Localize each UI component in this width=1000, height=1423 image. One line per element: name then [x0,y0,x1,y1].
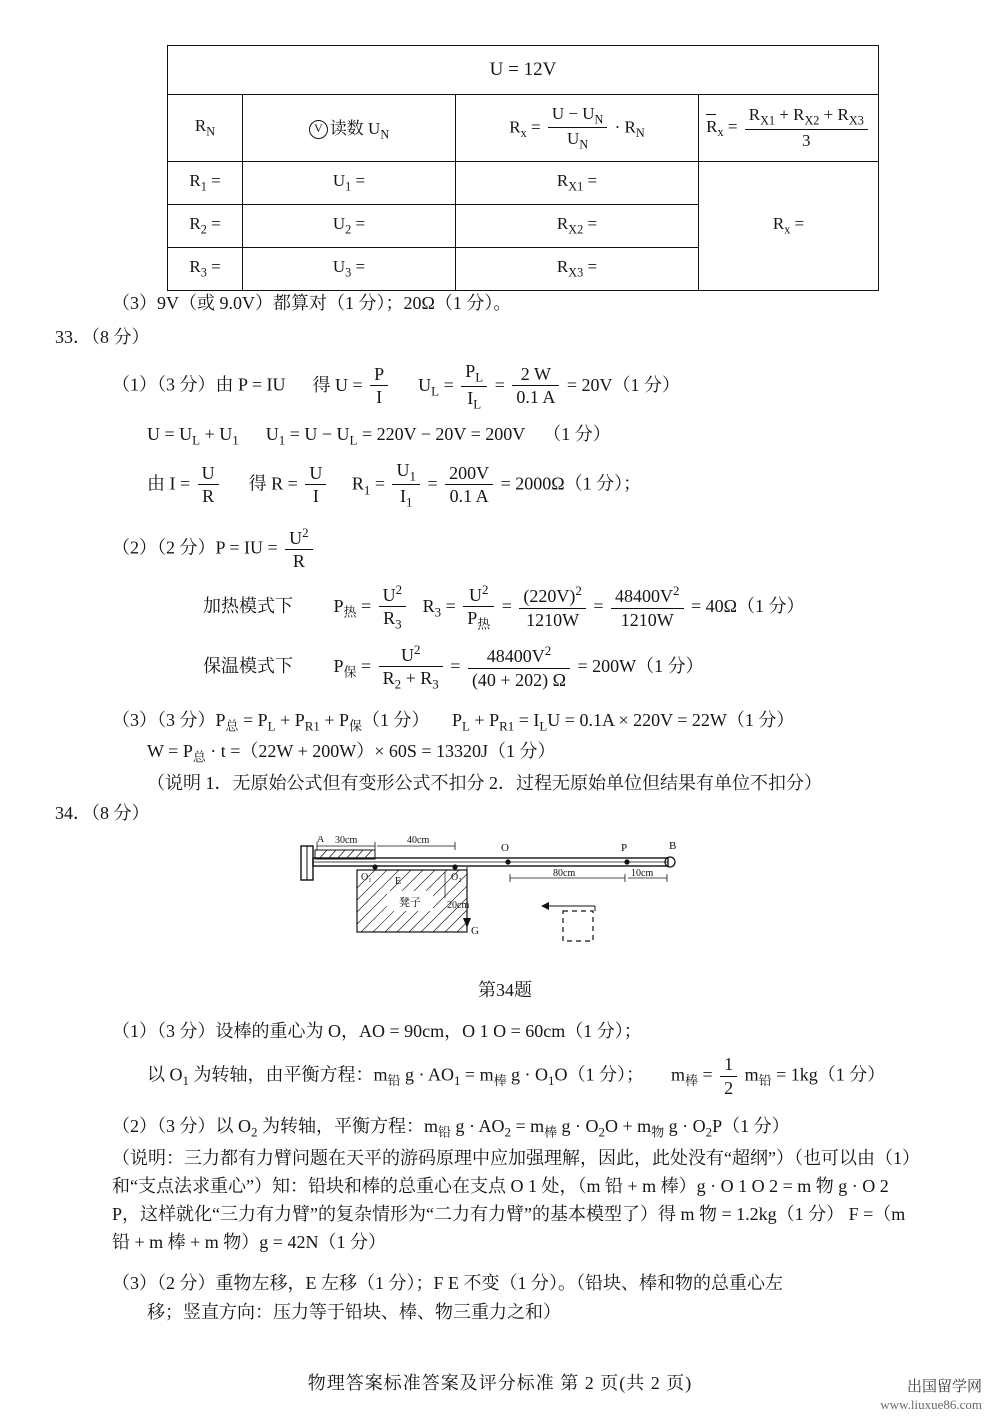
q34-part3-line2: 移；竖直方向：压力等于铅块、棒、物三重力之和） [147,1302,561,1323]
cell-rx3: $R_{X3}$ = [456,248,699,291]
svg-text:40cm: 40cm [407,835,430,846]
lever-diagram [295,836,715,971]
q33-part2-heat: 加热模式下 $P_热$ = $\frac{U^2}{R_3}$ $R_3$ = $\frac{U^2}{P_热}$ = $\frac{(220V)^2}{1210W}$ = $\frac{48400V^2}{1210W}$ = 40Ω（1 分） [203,581,805,632]
answer-body [55,290,955,1329]
q33-part1-lead: （1）（3 分）由 P = IU [112,374,286,395]
q33-part1-line1 [55,360,955,413]
cell-r2: $R_2$ = [168,205,243,248]
figure-caption: 第34题 [478,979,532,1000]
q34-part2-line1: （2）（3 分）以 $O_2$ 为转轴，平衡方程：$m_铅$ $g \cdot AO_2 = m_棒$ $g \cdot O_2O + m_物$ $g \cdot O_2P(1$ 分） [112,1116,790,1140]
q34-part1-line1: （1）（3 分）设棒的重心为 O，AO = 90cm，O 1 O = 60cm（1 分）； [112,1020,642,1041]
q33-part2-keepwarm: 保温模式下 $P_保$ = $\frac{U^2}{R_2 + R_3}$ = $\frac{48400V^2}{(40 + 202) \Omega}$ = 200W（1 分） [203,641,704,692]
lever-diagram-svg [295,836,715,971]
table-row [168,46,879,95]
svg-text:G: G [471,924,479,937]
svg-text:凳子: 凳子 [399,896,421,909]
q33-part3-note: （说明 1．无原始公式但有变形公式不扣分 2．过程无原始单位但结果有单位不扣分） [147,772,822,793]
q33-part3-line1: （3）（3 分）$P_总 = P_L + P_{R1} + P_保(1$ 分） $P_L + P_{R1} = I_LU = 0.1A \times 220V = 22W(1$ 分） [112,709,795,734]
question-34-title: 34．（8 分） [55,802,150,823]
q33-part2-lead: （2）（2 分）P = IU = $\frac{U^2}{R}$ [55,525,955,574]
cell-r1: $R_1$ = [168,162,243,205]
svg-text:A: A [317,835,325,845]
svg-text:80cm: 80cm [553,867,576,879]
svg-text:E: E [395,875,402,887]
cell-r3: $R_3$ = [168,248,243,291]
table-row [168,162,879,205]
q34-part1-line2: 以 $O_1$ 为转轴，由平衡方程：$m_铅$ $g \cdot AO_1 = m_棒$ $g \cdot O_1O(1$ 分）； $m_棒$ = $\frac{1}{2}$ $m_铅 = 1kg(1$ 分） [147,1054,886,1098]
col-rxavg-header: $R_x$ = $\frac{R_{X1} + R_{X2} + R_{X3}}{3}$ [699,95,879,162]
voltmeter-icon: V [309,120,328,139]
svg-text:O: O [501,841,509,854]
svg-text:B: B [669,839,677,852]
q33-part1-b: $U_L$ = $\frac{P_L}{I_L}$ = $\frac{2 W}{0.1 A}$ = 20V（1 分） [418,360,681,412]
watermark [880,1378,982,1413]
question-33-title: 33．（8 分） [55,326,150,347]
cell-u3: $U_3$ = [243,248,456,291]
svg-text:20cm: 20cm [447,899,470,911]
svg-text:P: P [621,841,628,854]
experiment-table [167,45,879,291]
q33-part1-line3: 由 I = $\frac{U}{R}$ 得 R = $\frac{U}{I}$ $R_1$ = $\frac{U_1}{I_1}$ = $\frac{200V}{0.1 A}$ = 2000Ω（1 分）； [147,459,642,511]
watermark-url: www.liuxue86.com [880,1396,982,1412]
cell-u1: $U_1$ = [243,162,456,205]
col-rx-header: $R_x$ = $\frac{U - U_N}{U_N}$ · $R_N$ [456,95,699,162]
q34-part2-note: （说明：三力都有力臂问题在天平的游码原理中应加强理解，因此，此处没有“超纲”）（也可以由（1）和“支点法求重心”）知：铅块和棒的总重心在支点 O 1 处，（m 铅 + m 棒）g · O 1 O 2 = m 物 g · O 2 P，这样就化“三力有力臂”的复杂情形为“二力有力臂”的基本模型了）得 m 物 = 1.2kg（1 分） F =（m 铅 + m 棒 + m 物）g = 42N（1 分） [112,1148,911,1252]
q33-part1-a: 得 U = $\frac{P}{I}$ [313,375,396,395]
svg-text:O₁: O₁ [361,871,372,883]
table-row [168,95,879,162]
q33-keepwarm-label: 保温模式下 [203,655,293,676]
answer-line-3: （3）9V（或 9.0V）都算对（1 分）；20Ω（1 分）。 [112,293,512,313]
q33-part1-line2: $U = U_L + U_1$ $U_1 = U - U_L = 220V - 20V = 200V$ （1 分） [147,423,611,448]
svg-text:O₂: O₂ [451,871,462,883]
col-un-header: V 读数 $U_N$ [243,95,456,162]
cell-rx-result: $R_x$ = [699,162,879,291]
q33-part3-line2: $W = P_总 \cdot t =(22W + 200W)\times 60S = 13320J(1$ 分） [147,741,556,765]
cell-rx1: $R_{X1}$ = [456,162,699,205]
q33-heat-label: 加热模式下 [203,595,293,616]
svg-text:10cm: 10cm [631,867,654,879]
voltage-header-cell: U = 12V [168,46,879,95]
q34-part3-line1: （3）（2 分）重物左移，E 左移（1 分）；F E 不变（1 分）。（铅块、棒和物的总重心左 [112,1272,783,1293]
cell-u2: $U_2$ = [243,205,456,248]
col-rn-header: $R_N$ [168,95,243,162]
cell-rx2: $R_{X2}$ = [456,205,699,248]
page-footer: 物理答案标准答案及评分标准 第 2 页(共 2 页) [307,1373,693,1393]
svg-text:30cm: 30cm [335,835,358,846]
watermark-title: 出国留学网 [906,1379,982,1395]
